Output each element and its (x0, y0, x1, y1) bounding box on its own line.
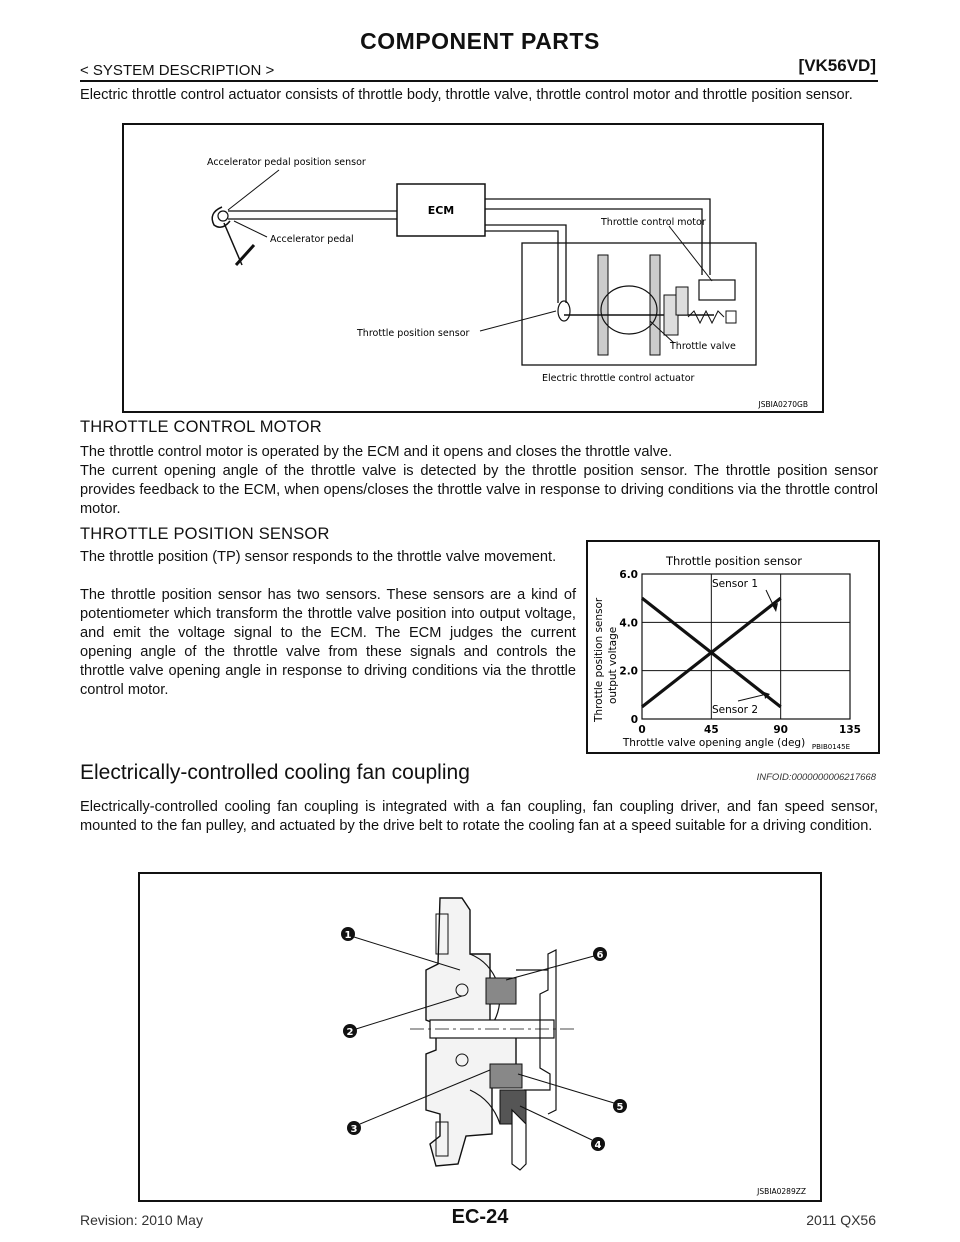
tp-sensor-icon (558, 301, 570, 321)
svg-text:6: 6 (596, 950, 604, 961)
footer-revision: Revision: 2010 May (80, 1212, 203, 1228)
fan-coupling-diagram (140, 874, 820, 1200)
legend-sensor-1: Sensor 1 (712, 578, 759, 590)
y-tick-label: 2.0 (619, 665, 638, 678)
svg-text:3: 3 (350, 1124, 358, 1135)
x-tick-label: 135 (839, 724, 861, 736)
page-title: COMPONENT PARTS (360, 28, 600, 54)
intro-paragraph: Electric throttle control actuator consists of throttle body, throttle valve, throttle control motor and throttle position sensor. (80, 87, 853, 103)
footer-vehicle: 2011 QX56 (806, 1212, 876, 1228)
x-tick-label: 90 (773, 724, 788, 736)
tcm-heading: THROTTLE CONTROL MOTOR (80, 418, 322, 436)
throttle-valve-label: Throttle valve (670, 341, 736, 352)
ecm-label: ECM (427, 204, 455, 217)
tc-motor-label: Throttle control motor (601, 217, 706, 228)
accelerator-pedal-icon (224, 223, 242, 265)
tps-paragraph-2: The throttle position sensor has two sensors. These sensors are a kind of potentiometer which transform the throttle valve position into output voltage, and emit the voltage signal to the ECM. The ECM judges the current opening angle of the throttle valve from these signals and controls the throttle valve opening angle in response to driving conditions via the throttle control motor. (80, 587, 576, 698)
tps-chart (588, 542, 878, 752)
y-tick-label: 0 (630, 714, 638, 726)
tps-paragraph-1: The throttle position (TP) sensor responds to the throttle valve movement. (80, 549, 557, 565)
throttle-control-figure (122, 123, 824, 413)
chart-code: PBIB0145E (811, 743, 850, 751)
throttle-valve-icon (601, 286, 657, 334)
footer-page-number: EC-24 (451, 1206, 509, 1228)
header-rule (80, 80, 878, 82)
section-label: < SYSTEM DESCRIPTION > (80, 62, 275, 79)
actuator-label: Electric throttle control actuator (542, 373, 695, 384)
svg-text:1: 1 (344, 930, 352, 941)
info-id: INFOID:0000000006217668 (756, 772, 876, 783)
x-axis-label: Throttle valve opening angle (deg) (622, 737, 806, 749)
y-axis-label-line-1: Throttle position sensor (593, 597, 605, 722)
callout-4 (520, 1106, 605, 1151)
svg-text:4: 4 (594, 1140, 602, 1151)
y-tick-label: 6.0 (619, 569, 638, 581)
y-axis-label-line-2: output voltage (607, 626, 619, 704)
chart-plot-area (642, 574, 850, 719)
fan-heading: Electrically-controlled cooling fan coupling (80, 761, 470, 784)
fan-figure-code: JSBIA0289ZZ (757, 1187, 806, 1196)
accel-pedal-label: Accelerator pedal (270, 234, 354, 245)
fan-paragraph: Electrically-controlled cooling fan coupling is integrated with a fan coupling, fan coupling driver, and fan speed sensor, mounted to the fan pulley, and actuated by the drive belt to rotate the cooling fan at a speed suitable for a driving condition. (80, 799, 878, 834)
figure-code: JSBIA0270GB (758, 400, 808, 409)
x-tick-label: 45 (704, 724, 719, 736)
throttle-control-diagram (124, 125, 822, 411)
svg-text:2: 2 (346, 1027, 354, 1038)
svg-text:5: 5 (616, 1102, 624, 1113)
fan-coupling-figure (138, 872, 822, 1202)
chart-title: Throttle position sensor (665, 554, 803, 568)
app-sensor-label: Accelerator pedal position sensor (207, 157, 366, 168)
tcm-paragraph-1: The throttle control motor is operated by the ECM and it opens and closes the throttle valve. (80, 444, 673, 460)
tc-motor-icon (699, 280, 735, 300)
model-code: [VK56VD] (798, 56, 876, 75)
x-tick-label: 0 (638, 724, 646, 736)
tps-chart-figure (586, 540, 880, 754)
tp-sensor-label: Throttle position sensor (357, 328, 470, 339)
legend-sensor-2: Sensor 2 (712, 704, 759, 716)
callout-5 (518, 1074, 627, 1113)
y-tick-label: 4.0 (619, 617, 638, 630)
tps-heading: THROTTLE POSITION SENSOR (80, 525, 330, 543)
tcm-paragraph-2: The current opening angle of the throttle valve is detected by the throttle position sensor. The throttle position sensor provides feedback to the ECM, when opens/closes the throttle valve in response to driving conditions via the throttle control motor. (80, 463, 878, 517)
